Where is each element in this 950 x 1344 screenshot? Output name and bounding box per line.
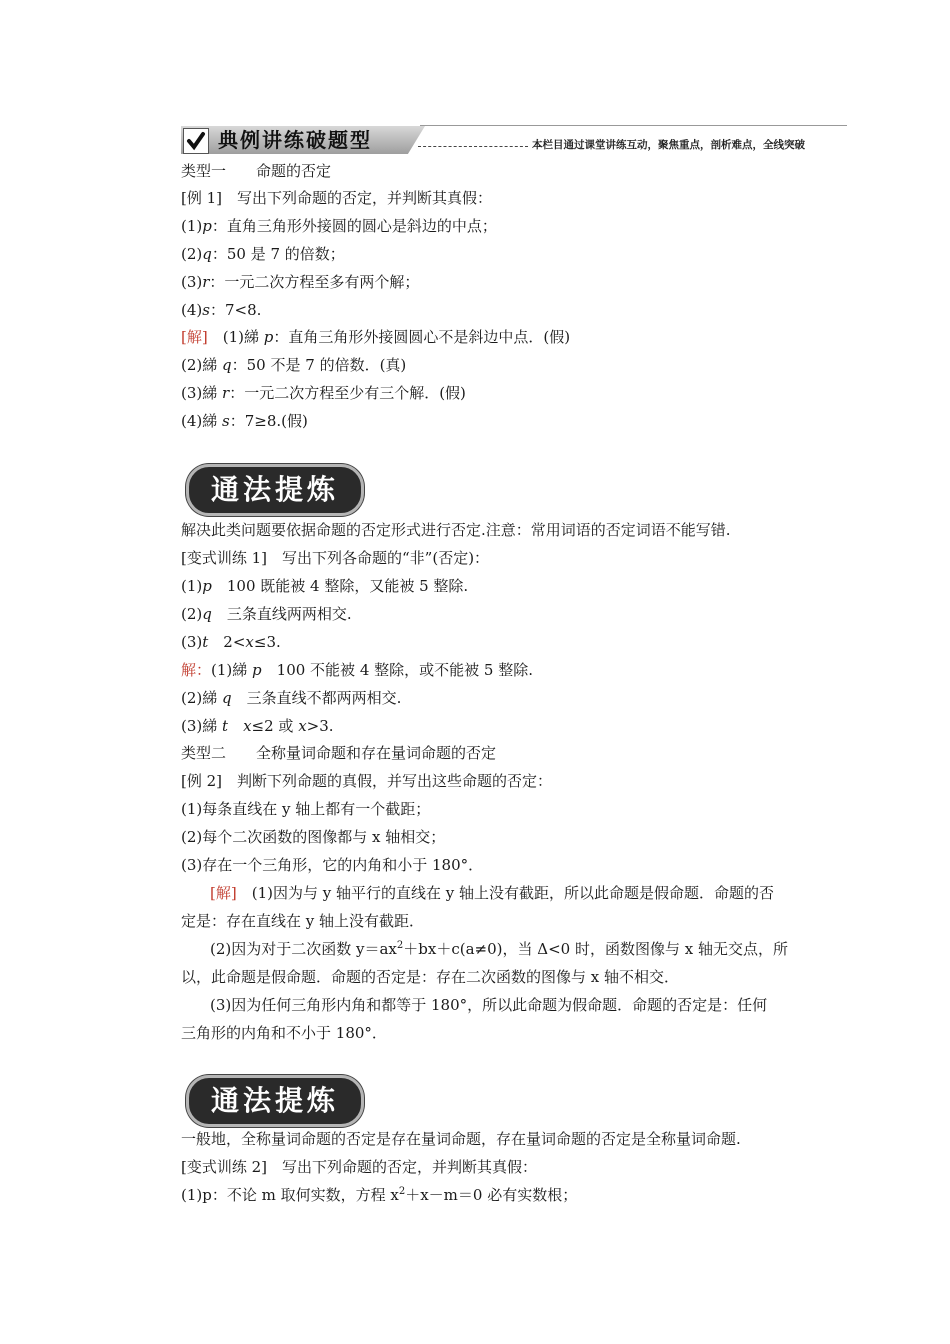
header-top-rule — [420, 125, 847, 126]
solution-tag: 解： — [181, 661, 212, 679]
solution-1-line: (4)綈 s：7≥8.(假) — [181, 412, 308, 430]
solution-2-line: (2)因为对于二次函数 $y=ax^2+bx+c(a\ne 0)$，当 Δ<0 时，函数图像与 x 轴无交点，所 — [210, 940, 788, 958]
solution-1-line: (2)綈 q：50 不是 7 的倍数．(真) — [181, 356, 407, 374]
example-1-item: (3)r：一元二次方程至多有两个解； — [181, 273, 420, 291]
drill-1-solution: (3)綈 t x≤2 或 x>3. — [181, 717, 334, 735]
example-1-item: (1)p：直角三角形外接圆的圆心是斜边的中点； — [181, 217, 497, 235]
method-badge-text: 通法提炼 — [210, 473, 339, 506]
method-badge — [186, 1075, 364, 1127]
example-1-item: (2)q：50 是 7 的倍数； — [181, 245, 345, 263]
solution-tag: [解] — [181, 328, 208, 346]
banner-title: 典例讲练破题型 — [218, 128, 372, 152]
method-1-text: 解决此类问题要依据命题的否定形式进行否定.注意：常用词语的否定词语不能写错. — [181, 521, 731, 539]
solution-1-line: [解] (1)綈 p：直角三角形外接圆圆心不是斜边中点．(假) — [181, 328, 571, 346]
example-2-item: (1)每条直线在 y 轴上都有一个截距； — [181, 800, 431, 818]
example-1-item: (4)s：7<8. — [181, 301, 262, 319]
drill-2-item: (1)p：不论 m 取何实数，方程 $x^2+x-m=0$ 必有实数根； — [181, 1186, 578, 1204]
example-2-item: (2)每个二次函数的图像都与 x 轴相交； — [181, 828, 446, 846]
drill-2-title: [变式训练 2] 写出下列命题的否定，并判断其真假： — [181, 1158, 538, 1176]
solution-2-line: [解] (1)因为与 y 轴平行的直线在 y 轴上没有截距，所以此命题是假命题．命题的否 — [210, 884, 774, 902]
solution-2-line: 以，此命题是假命题．命题的否定是：存在二次函数的图像与 x 轴不相交． — [181, 968, 679, 986]
drill-1-title: [变式训练 1] 写出下列各命题的“非”(否定)： — [181, 549, 490, 567]
type-label-2: 类型二 全称量词命题和存在量词命题的否定 — [181, 744, 497, 762]
method-badge — [186, 464, 364, 516]
banner-dash — [418, 146, 528, 147]
solution-2-line: (3)因为任何三角形内角和都等于 180°，所以此命题为假命题．命题的否定是：任何 — [210, 996, 768, 1014]
banner-note: 本栏目通过课堂讲练互动，聚焦重点，剖析难点，全线突破 — [532, 139, 805, 151]
drill-1-item: (1)p 100 既能被 4 整除，又能被 5 整除. — [181, 577, 469, 595]
example-2-title: [例 2] 判断下列命题的真假，并写出这些命题的否定： — [181, 772, 553, 790]
drill-1-item: (3)t 2<x≤3. — [181, 633, 281, 651]
drill-1-solution: (2)綈 q 三条直线不都两两相交. — [181, 689, 402, 707]
solution-2-line: 定是：存在直线在 y 轴上没有截距． — [181, 912, 425, 930]
solution-2-line: 三角形的内角和不小于 180°． — [181, 1024, 387, 1042]
method-2-text: 一般地，全称量词命题的否定是存在量词命题，存在量词命题的否定是全称量词命题. — [181, 1130, 741, 1148]
type-label-1: 类型一 命题的否定 — [181, 162, 332, 180]
drill-1-item: (2)q 三条直线两两相交. — [181, 605, 352, 623]
example-1-title: [例 1] 写出下列命题的否定，并判断其真假： — [181, 189, 493, 207]
drill-1-solution: 解：(1)綈 p 100 不能被 4 整除，或不能被 5 整除. — [181, 661, 533, 679]
check-icon — [183, 128, 209, 154]
solution-1-line: (3)綈 r：一元二次方程至少有三个解．(假) — [181, 384, 466, 402]
solution-tag: [解] — [210, 884, 237, 902]
example-2-item: (3)存在一个三角形，它的内角和小于 180°． — [181, 856, 484, 874]
method-badge-text: 通法提炼 — [210, 1084, 339, 1117]
